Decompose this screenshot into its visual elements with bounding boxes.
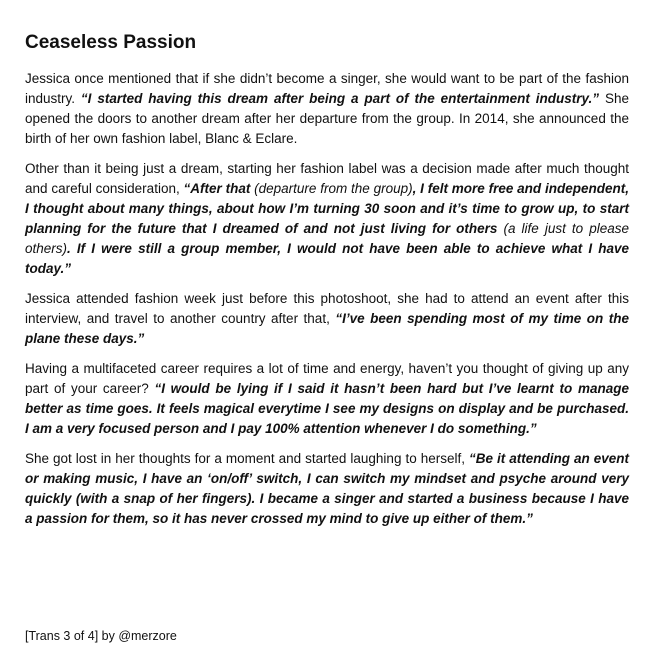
paragraph-text: Having a multifaceted career requires a lot of time and energy, haven’t you thought of giving up any part of your career? xyxy=(25,361,629,396)
paragraph-2 xyxy=(25,159,629,279)
quote-text: “I would be lying if I said it hasn’t been hard but I’ve learnt to manage better as time goes. It feels magical everytime I see my designs on display and be purchased. I am a very focused person and I pay 100% attention whenever I do something.” xyxy=(25,381,630,436)
paragraph-3 xyxy=(25,289,629,349)
quote-text: “I’ve been spending most of my time on the plane these days.” xyxy=(25,311,629,346)
paragraph-text: She got lost in her thoughts for a moment and started laughing to herself, xyxy=(25,451,469,466)
paragraph-text: Other than it being just a dream, starting her fashion label was a decision made after much thought and careful consideration, xyxy=(25,161,629,196)
aside-text: (departure from the group) xyxy=(250,181,413,196)
quote-text: “Be it attending an event or making music, I have an ‘on/off’ switch, I can switch my mindset and psyche around very quickly (with a snap of her fingers). I became a singer and started a business because I have a passion for them, so it has never crossed my mind to give up either of them.” xyxy=(25,451,629,526)
article-title: Ceaseless Passion xyxy=(25,32,197,53)
paragraph-text: She opened the doors to another dream after her departure from the group. In 2014, she announced the birth of her own fashion label, Blanc & Eclare. xyxy=(25,91,629,146)
paragraph-text: Jessica once mentioned that if she didn’t become a singer, she would want to be part of the fashion industry. xyxy=(25,71,629,106)
quote-text: “After that xyxy=(183,181,251,196)
paragraph-5 xyxy=(25,449,629,529)
paragraph-text: Jessica attended fashion week just before this photoshoot, she had to attend an event after this interview, and travel to another country after that, xyxy=(25,291,629,326)
paragraph-4 xyxy=(25,359,629,439)
aside-text: (a life just to please others) xyxy=(25,221,629,256)
paragraph-1 xyxy=(25,69,629,149)
quote-text: “I started having this dream after being a part of the entertainment industry.” xyxy=(80,91,600,106)
quote-text: , I felt more free and independent, I thought about many things, about how I’m turning 30 soon and it’s time to grow up, to start planning for the future that I dreamed of and not just living for others xyxy=(25,181,629,236)
article xyxy=(25,32,629,539)
translation-credit: [Trans 3 of 4] by @merzore xyxy=(25,629,177,643)
quote-text: . If I were still a group member, I would not have been able to achieve what I have today.” xyxy=(25,241,629,276)
